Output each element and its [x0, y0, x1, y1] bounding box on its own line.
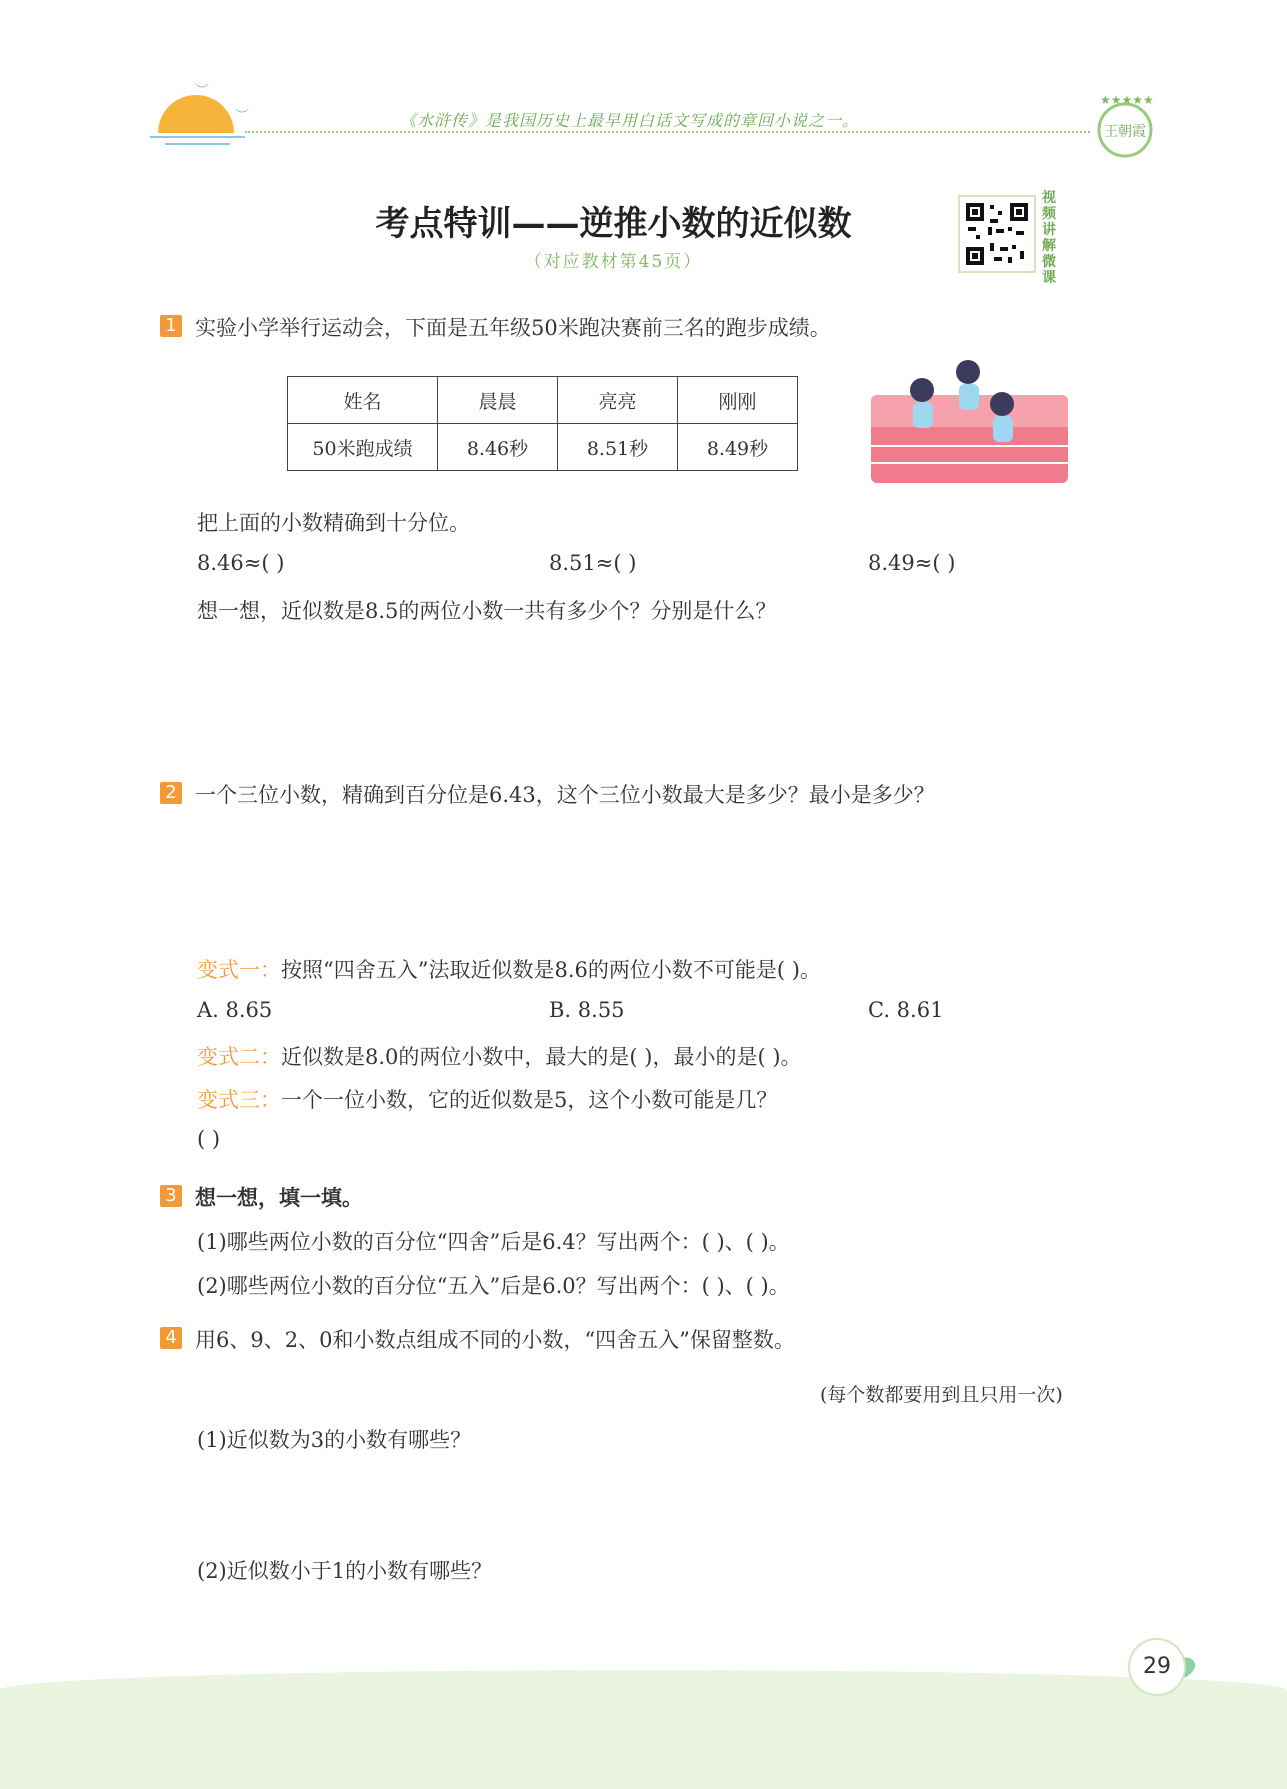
fill-blank: 8.46≈( )	[197, 551, 285, 575]
sub-question: (2)哪些两位小数的百分位“五入”后是6.0？写出两个：( )、( )。	[197, 1274, 790, 1298]
table-row	[288, 424, 798, 471]
runner-kid	[910, 378, 934, 402]
variant-three	[197, 1084, 777, 1114]
variant-label: 变式三：	[197, 1088, 281, 1112]
bird-icon: ︶	[195, 83, 209, 99]
table-header-row	[288, 377, 798, 424]
runner-kid-body	[993, 416, 1013, 442]
qr-label: 视频讲解微课	[1042, 190, 1056, 286]
variant-label: 变式二：	[197, 1045, 281, 1069]
table-header: 晨晨	[438, 377, 558, 424]
question-number: 2	[160, 782, 182, 804]
choice-option: B. 8.55	[549, 998, 625, 1022]
table-cell: 8.51秒	[558, 424, 678, 471]
variant-two	[197, 1041, 802, 1071]
variant-text: 近似数是8.0的两位小数中，最大的是( )，最小的是( )。	[281, 1045, 802, 1069]
table-cell: 8.49秒	[678, 424, 798, 471]
svg-text:★★★★★: ★★★★★	[1100, 93, 1154, 107]
horizon-line	[165, 143, 230, 145]
bird-icon: ︶	[235, 108, 249, 124]
variant-text: 按照“四舍五入”法取近似数是8.6的两位小数不可能是( )。	[281, 958, 821, 982]
think-question: 想一想，近似数是8.5的两位小数一共有多少个？分别是什么？	[197, 599, 777, 623]
runner-kid-body	[959, 384, 979, 410]
variant-one	[197, 954, 821, 984]
question-number: 4	[160, 1327, 182, 1349]
horizon-line	[150, 136, 245, 138]
table-cell: 50米跑成绩	[288, 424, 438, 471]
question-text: 想一想，填一填。	[195, 1186, 363, 1210]
table-cell: 8.46秒	[438, 424, 558, 471]
page-number: 29	[1128, 1638, 1186, 1696]
footer-band	[0, 1690, 1287, 1789]
choice-option: C. 8.61	[868, 998, 944, 1022]
qr-code[interactable]	[958, 195, 1036, 273]
brand-badge	[1090, 90, 1160, 160]
answer-blank: ( )	[197, 1127, 221, 1151]
header-divider	[245, 131, 1090, 133]
table-header: 姓名	[288, 377, 438, 424]
table-header: 亮亮	[558, 377, 678, 424]
sub-question: (1)近似数为3的小数有哪些？	[197, 1428, 472, 1452]
variant-label: 变式一：	[197, 958, 281, 982]
sub-question: (2)近似数小于1的小数有哪些？	[197, 1559, 493, 1583]
page-title: 考点特训——逆推小数的近似数	[375, 204, 852, 244]
sun-logo	[158, 95, 234, 133]
question-note: (每个数都要用到且只用一次)	[820, 1384, 1063, 1406]
question-number: 3	[160, 1185, 182, 1207]
track-lane-line	[871, 445, 1068, 447]
runner-kid	[956, 360, 980, 384]
question-text: 一个三位小数，精确到百分位是6.43，这个三位小数最大是多少？最小是多少？	[195, 783, 935, 807]
header-quote: 《水浒传》是我国历史上最早用白话文写成的章回小说之一。	[400, 111, 860, 130]
sub-question: (1)哪些两位小数的百分位“四舍”后是6.4？写出两个：( )、( )。	[197, 1230, 790, 1254]
question-number: 1	[160, 315, 182, 337]
runner-kid-body	[913, 402, 933, 428]
fill-blank: 8.51≈( )	[549, 551, 637, 575]
badge-text: 王朝霞	[1104, 124, 1146, 140]
score-table	[287, 376, 798, 471]
fill-blank: 8.49≈( )	[868, 551, 956, 575]
table-header: 刚刚	[678, 377, 798, 424]
track-lane-line	[871, 462, 1068, 464]
question-text: 用6、9、2、0和小数点组成不同的小数，“四舍五入”保留整数。	[195, 1328, 795, 1352]
runner-kid	[990, 392, 1014, 416]
question-text: 实验小学举行运动会，下面是五年级50米跑决赛前三名的跑步成绩。	[195, 316, 831, 340]
instruction-text: 把上面的小数精确到十分位。	[197, 511, 470, 535]
variant-text: 一个一位小数，它的近似数是5，这个小数可能是几？	[281, 1088, 778, 1112]
page-subtitle: （对应教材第45页）	[524, 252, 703, 272]
choice-option: A. 8.65	[197, 998, 273, 1022]
